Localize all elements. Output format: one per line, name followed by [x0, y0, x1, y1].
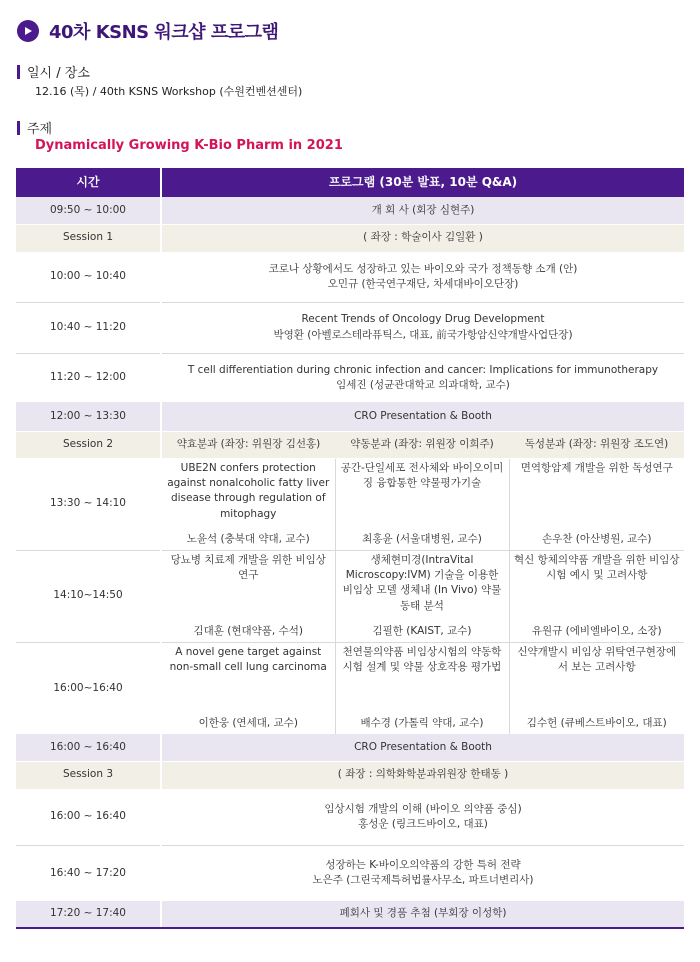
program-cell	[161, 845, 684, 901]
theme-section-heading	[17, 118, 52, 137]
time-cell: 14:10~14:50	[16, 550, 161, 642]
time-cell: 16:40 ~ 17:20	[16, 845, 161, 901]
chair-cell: ( 좌장 : 의학화학분과위원장 한태동 )	[161, 761, 684, 789]
time-cell: 13:30 ~ 14:10	[16, 458, 161, 550]
talk-title: 코로나 상황에서도 성장하고 있는 바이오와 국가 정책동향 소개 (안)	[268, 262, 578, 275]
date-label: 일시 / 장소	[27, 66, 90, 81]
speaker: 노윤석 (충북대 약대, 교수)	[186, 532, 310, 545]
table-row	[16, 734, 684, 761]
talk-title: 신약개발시 비임상 위탁연구현장에서 보는 고려사항	[517, 646, 677, 674]
time-cell: 09:50 ~ 10:00	[16, 197, 161, 224]
program-table	[16, 168, 684, 929]
program-cell	[161, 302, 684, 353]
talk-title: Recent Trends of Oncology Drug Development	[301, 313, 545, 326]
talk-title: UBE2N confers protection against nonalcoholic fatty liver disease through regulation of mitophagy	[167, 462, 330, 520]
talk-title: 임상시험 개발의 이해 (바이오 의약품 중심)	[324, 802, 522, 815]
chair-cell: ( 좌장 : 학술이사 김일환 )	[161, 224, 684, 252]
speaker: 노은주 (그린국제특허법률사무소, 파트너변리사)	[312, 874, 534, 887]
table-header-row	[16, 168, 684, 197]
talk-title: 공간-단일세포 전사체와 바이오이미징 융합통한 약물평가기술	[340, 462, 504, 490]
efficacy-talk-cell	[161, 642, 335, 734]
section-marker	[17, 65, 20, 79]
speaker: 손우찬 (아산병원, 교수)	[542, 532, 652, 545]
table-row	[16, 550, 684, 642]
table-row	[16, 431, 684, 458]
speaker: 이한웅 (연세대, 교수)	[198, 717, 298, 730]
program-cell: 폐회사 및 경품 추첨 (부회장 이성학)	[161, 901, 684, 928]
program-cell	[161, 252, 684, 302]
speaker: 김수헌 (큐베스트바이오, 대표)	[526, 717, 667, 730]
table-row	[16, 845, 684, 901]
table-row	[16, 458, 684, 550]
talk-title: 면역항암제 개발을 위한 독성연구	[520, 462, 673, 474]
pk-talk-cell	[335, 458, 509, 550]
toxicity-talk-cell	[509, 642, 684, 734]
toxicity-talk-cell	[509, 550, 684, 642]
program-cell	[161, 353, 684, 402]
table-row	[16, 353, 684, 402]
play-circle-icon	[17, 20, 39, 42]
table-row	[16, 252, 684, 302]
table-row	[16, 197, 684, 224]
speaker: 최홍윤 (서울대병원, 교수)	[362, 532, 482, 545]
talk-title: A novel gene target against non-small cell lung carcinoma	[169, 646, 327, 674]
time-cell: 12:00 ~ 13:30	[16, 402, 161, 431]
speaker: 김필한 (KAIST, 교수)	[372, 624, 472, 637]
date-section-heading	[17, 62, 90, 81]
section-marker	[17, 121, 20, 135]
date-value: 12.16 (목) / 40th KSNS Workshop (수원컨벤션센터)	[35, 85, 303, 98]
program-cell: CRO Presentation & Booth	[161, 402, 684, 431]
talk-title: T cell differentiation during chronic infection and cancer: Implications for immunotherapy	[187, 363, 659, 376]
table-row	[16, 789, 684, 845]
table-row	[16, 642, 684, 734]
talk-title: 혁신 항체의약품 개발을 위한 비임상시험 예시 및 고려사항	[514, 554, 680, 582]
table-row	[16, 402, 684, 431]
speaker: 김대훈 (현대약품, 수석)	[193, 624, 303, 637]
program-cell: CRO Presentation & Booth	[161, 734, 684, 761]
program-cell: 개 회 사 (회장 심현주)	[161, 197, 684, 224]
pk-talk-cell	[335, 642, 509, 734]
table-row	[16, 224, 684, 252]
pk-talk-cell	[335, 550, 509, 642]
time-cell: 11:20 ~ 12:00	[16, 353, 161, 402]
table-row	[16, 302, 684, 353]
program-column-header: 프로그램 (30분 발표, 10분 Q&A)	[161, 168, 684, 197]
talk-title: 성장하는 K-바이오의약품의 강한 특허 전략	[325, 859, 521, 872]
time-cell: 10:00 ~ 10:40	[16, 252, 161, 302]
speaker: 박영환 (아벨로스테라퓨틱스, 대표, 前국가항암신약개발사업단장)	[273, 328, 573, 341]
time-cell: 17:20 ~ 17:40	[16, 901, 161, 928]
efficacy-talk-cell	[161, 550, 335, 642]
session-cell: Session 2	[16, 431, 161, 458]
session-cell: Session 3	[16, 761, 161, 789]
efficacy-talk-cell	[161, 458, 335, 550]
table-row	[16, 761, 684, 789]
program-cell	[161, 789, 684, 845]
toxicity-talk-cell	[509, 458, 684, 550]
efficacy-track-header: 약효분과 (좌장: 위원장 김선홍)	[161, 431, 335, 458]
speaker: 오민규 (한국연구재단, 차세대바이오단장)	[327, 278, 519, 290]
page-title: 40차 KSNS 워크샵 프로그램	[49, 22, 279, 43]
theme-label: 주제	[27, 122, 53, 137]
pk-track-header: 약동분과 (좌장: 위원장 이희주)	[335, 431, 509, 458]
speaker: 임세진 (성균관대학교 의과대학, 교수)	[336, 378, 510, 391]
talk-title: 천연물의약품 비임상시험의 약동학시험 설계 및 약물 상호작용 평가법	[342, 646, 502, 674]
speaker: 홍성운 (링크드바이오, 대표)	[358, 818, 488, 830]
theme-value: Dynamically Growing K-Bio Pharm in 2021	[35, 138, 343, 153]
time-cell: 10:40 ~ 11:20	[16, 302, 161, 353]
time-column-header: 시간	[16, 168, 161, 197]
time-cell: 16:00 ~ 16:40	[16, 789, 161, 845]
speaker: 유원규 (에비엘바이오, 소장)	[531, 624, 662, 637]
table-row	[16, 901, 684, 928]
time-cell: 16:00~16:40	[16, 642, 161, 734]
talk-title: 생체현미경(IntraVital Microscopy:IVM) 기술을 이용한 비임상 모델 생체내 (In Vivo) 약물동태 분석	[342, 554, 502, 612]
time-cell: 16:00 ~ 16:40	[16, 734, 161, 761]
speaker: 배수경 (가톨릭 약대, 교수)	[360, 717, 484, 730]
toxicity-track-header: 독성분과 (좌장: 위원장 조도연)	[509, 431, 684, 458]
talk-title: 당뇨병 치료제 개발을 위한 비임상연구	[170, 554, 326, 582]
session-cell: Session 1	[16, 224, 161, 252]
page-header	[17, 18, 278, 44]
